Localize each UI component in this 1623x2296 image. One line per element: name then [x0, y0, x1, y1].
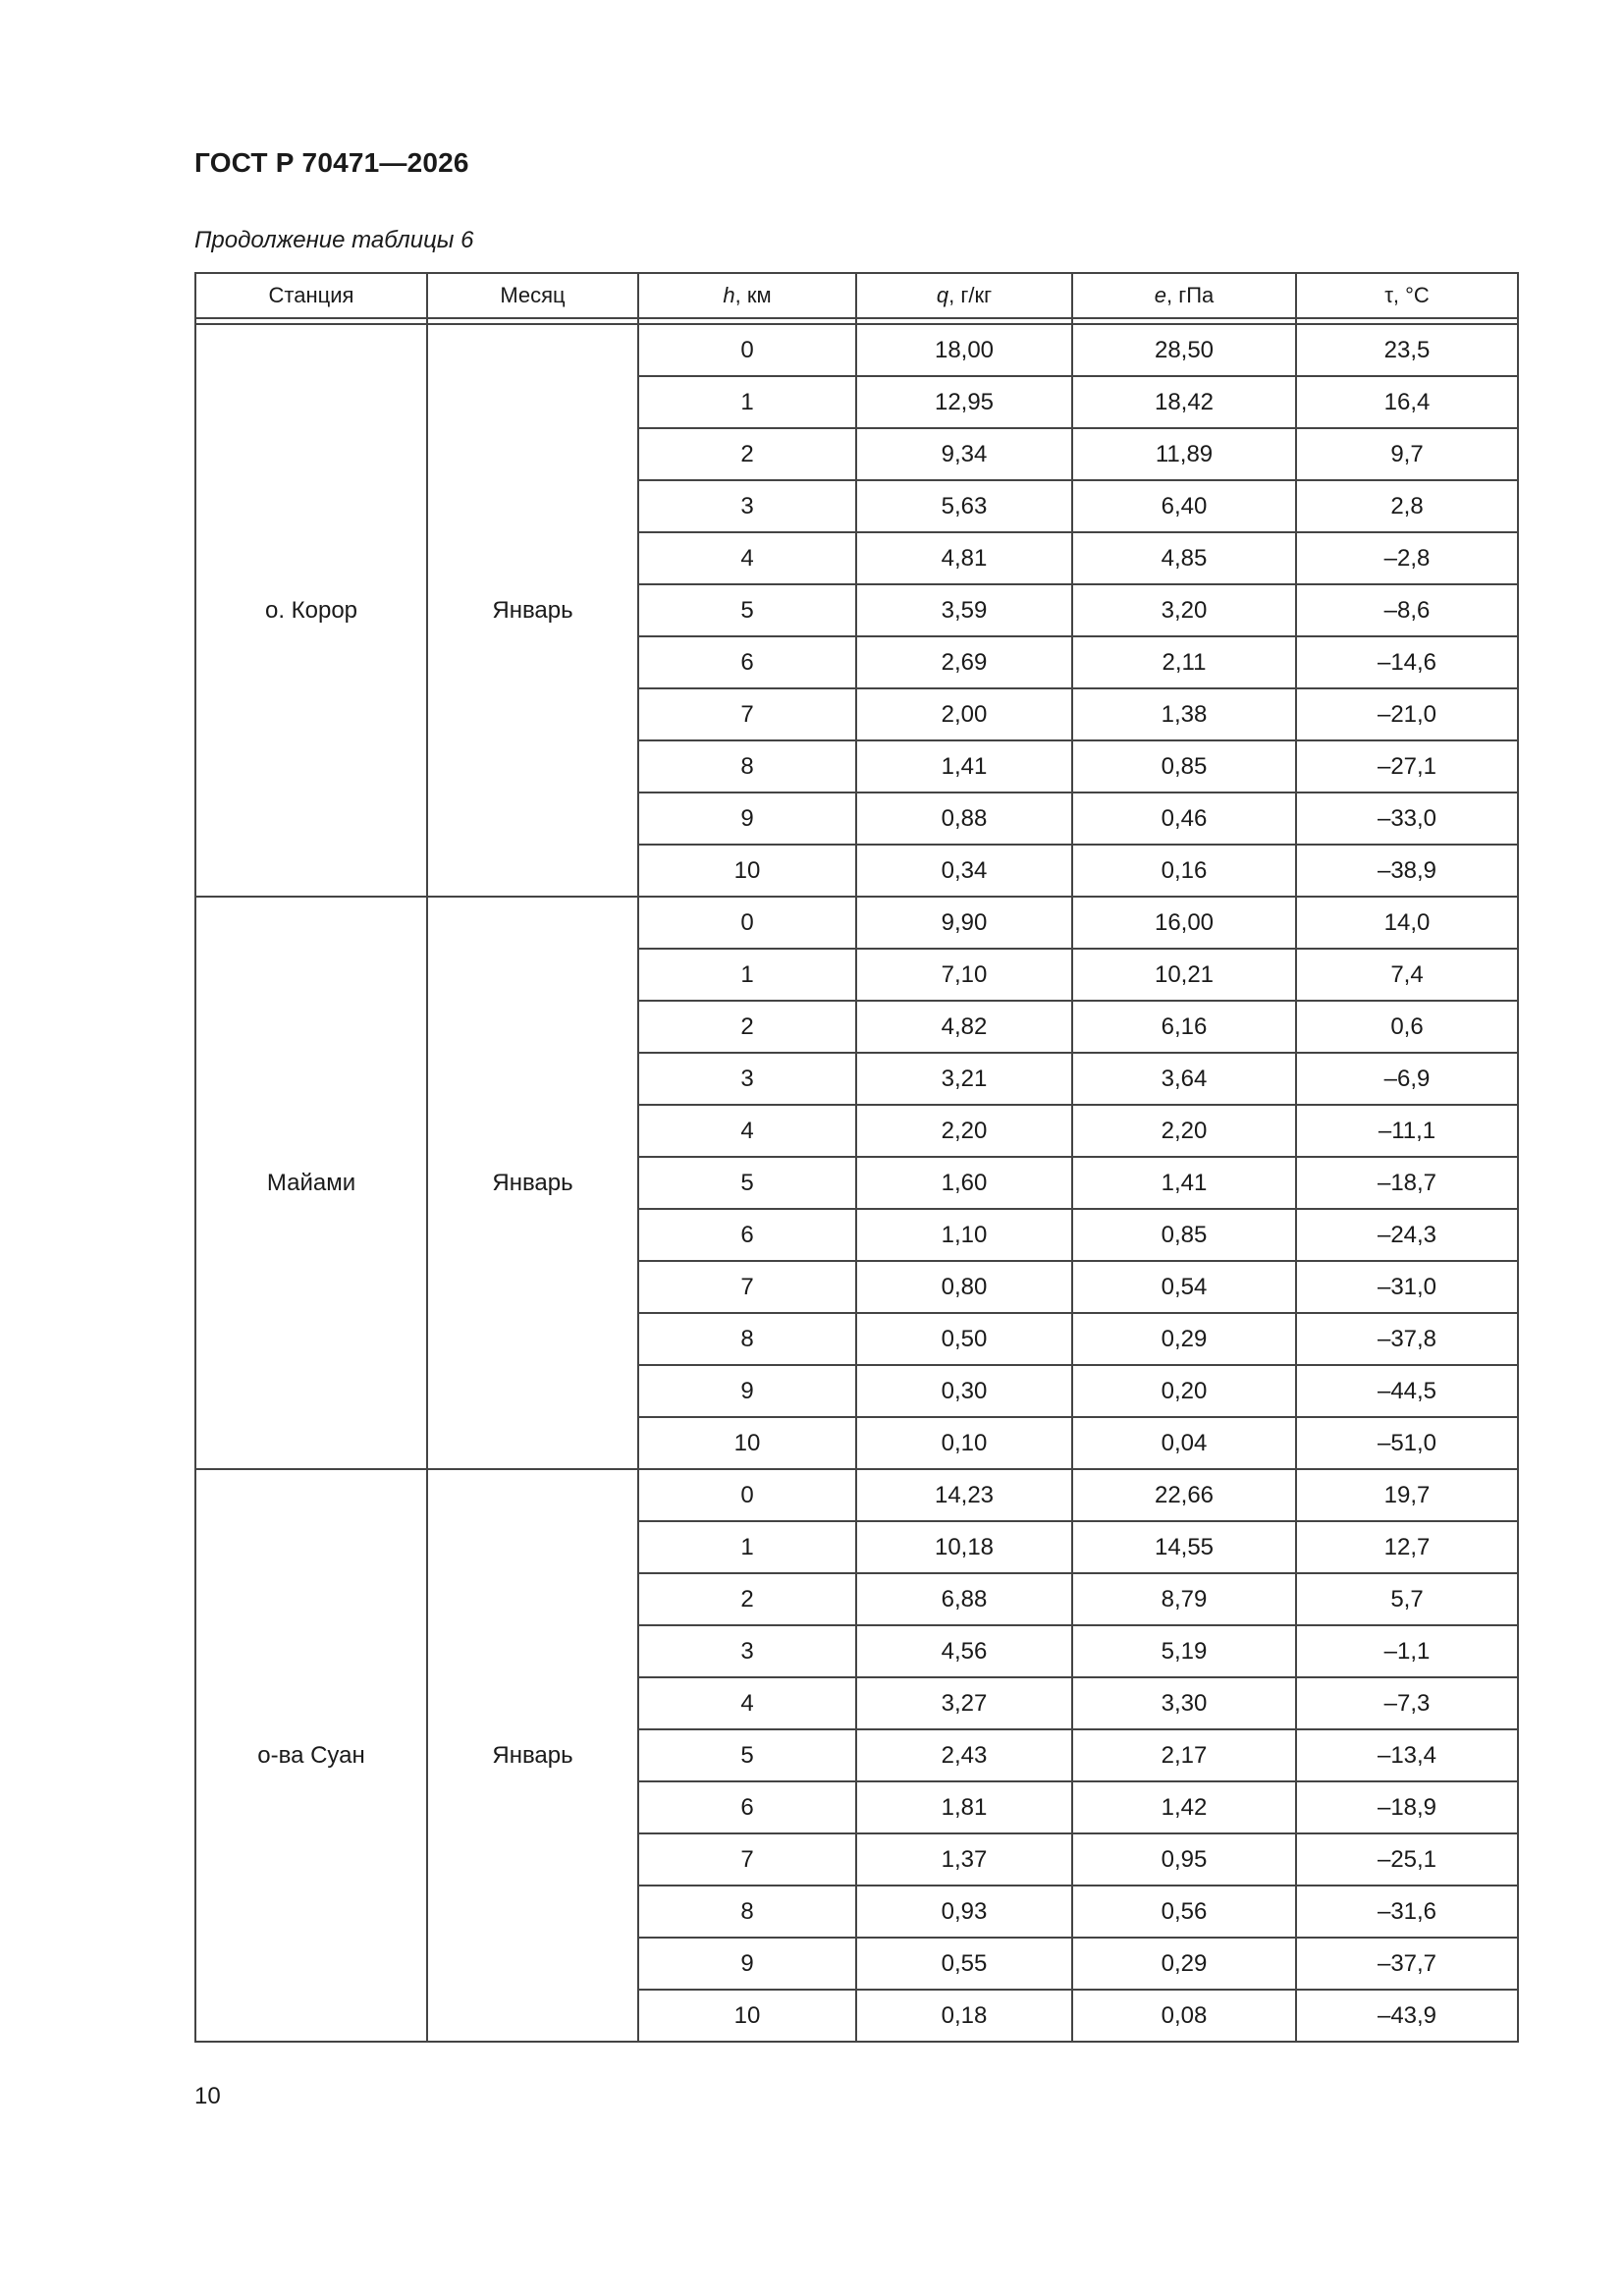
cell-vapor-pressure: 28,50: [1072, 324, 1296, 376]
table-row: [195, 897, 1518, 949]
cell-height: 0: [638, 324, 856, 376]
cell-station: о-ва Суан: [195, 1469, 427, 2042]
cell-dewpoint: –33,0: [1296, 793, 1518, 845]
cell-height: 8: [638, 740, 856, 793]
cell-month: Январь: [427, 1469, 638, 2042]
cell-vapor-pressure: 0,95: [1072, 1833, 1296, 1886]
cell-station: Майами: [195, 897, 427, 1469]
cell-specific-humidity: 1,60: [856, 1157, 1072, 1209]
cell-height: 2: [638, 1001, 856, 1053]
cell-vapor-pressure: 0,85: [1072, 740, 1296, 793]
cell-specific-humidity: 0,30: [856, 1365, 1072, 1417]
data-table: [194, 272, 1519, 2043]
cell-height: 5: [638, 1729, 856, 1781]
cell-specific-humidity: 1,81: [856, 1781, 1072, 1833]
cell-vapor-pressure: 11,89: [1072, 428, 1296, 480]
cell-dewpoint: –24,3: [1296, 1209, 1518, 1261]
cell-vapor-pressure: 1,41: [1072, 1157, 1296, 1209]
cell-vapor-pressure: 0,29: [1072, 1938, 1296, 1990]
cell-station: о. Корор: [195, 324, 427, 897]
table-body: [195, 324, 1518, 2042]
cell-vapor-pressure: 6,16: [1072, 1001, 1296, 1053]
cell-dewpoint: –1,1: [1296, 1625, 1518, 1677]
column-header-specific-humidity: [856, 273, 1072, 318]
cell-vapor-pressure: 0,56: [1072, 1886, 1296, 1938]
cell-dewpoint: –7,3: [1296, 1677, 1518, 1729]
cell-specific-humidity: 18,00: [856, 324, 1072, 376]
cell-dewpoint: –31,0: [1296, 1261, 1518, 1313]
cell-specific-humidity: 5,63: [856, 480, 1072, 532]
cell-dewpoint: 23,5: [1296, 324, 1518, 376]
cell-vapor-pressure: 0,54: [1072, 1261, 1296, 1313]
table-row: [195, 324, 1518, 376]
cell-specific-humidity: 2,20: [856, 1105, 1072, 1157]
cell-vapor-pressure: 14,55: [1072, 1521, 1296, 1573]
cell-vapor-pressure: 1,38: [1072, 688, 1296, 740]
cell-height: 7: [638, 1833, 856, 1886]
cell-dewpoint: –37,7: [1296, 1938, 1518, 1990]
column-header-station: Станция: [195, 273, 427, 318]
page-number: 10: [194, 2083, 221, 2109]
cell-specific-humidity: 0,55: [856, 1938, 1072, 1990]
table-header: [195, 273, 1518, 324]
cell-dewpoint: –37,8: [1296, 1313, 1518, 1365]
cell-dewpoint: –27,1: [1296, 740, 1518, 793]
cell-vapor-pressure: 0,46: [1072, 793, 1296, 845]
cell-height: 3: [638, 1625, 856, 1677]
column-header-specific-humidity-var: q: [936, 283, 949, 307]
cell-height: 10: [638, 1990, 856, 2042]
column-header-specific-humidity-unit: , г/кг: [948, 283, 993, 307]
cell-dewpoint: 16,4: [1296, 376, 1518, 428]
cell-month: Январь: [427, 897, 638, 1469]
cell-specific-humidity: 0,18: [856, 1990, 1072, 2042]
cell-dewpoint: –8,6: [1296, 584, 1518, 636]
cell-specific-humidity: 3,59: [856, 584, 1072, 636]
cell-height: 2: [638, 1573, 856, 1625]
cell-specific-humidity: 9,90: [856, 897, 1072, 949]
cell-height: 10: [638, 845, 856, 897]
cell-height: 8: [638, 1313, 856, 1365]
cell-height: 6: [638, 636, 856, 688]
cell-dewpoint: –18,7: [1296, 1157, 1518, 1209]
cell-dewpoint: 12,7: [1296, 1521, 1518, 1573]
cell-height: 5: [638, 1157, 856, 1209]
cell-vapor-pressure: 16,00: [1072, 897, 1296, 949]
cell-height: 3: [638, 480, 856, 532]
cell-specific-humidity: 6,88: [856, 1573, 1072, 1625]
cell-height: 9: [638, 793, 856, 845]
table-row: [195, 1469, 1518, 1521]
cell-specific-humidity: 2,43: [856, 1729, 1072, 1781]
cell-specific-humidity: 10,18: [856, 1521, 1072, 1573]
cell-specific-humidity: 4,56: [856, 1625, 1072, 1677]
cell-vapor-pressure: 18,42: [1072, 376, 1296, 428]
cell-dewpoint: 19,7: [1296, 1469, 1518, 1521]
cell-vapor-pressure: 22,66: [1072, 1469, 1296, 1521]
cell-vapor-pressure: 3,20: [1072, 584, 1296, 636]
cell-height: 7: [638, 688, 856, 740]
cell-vapor-pressure: 8,79: [1072, 1573, 1296, 1625]
cell-specific-humidity: 7,10: [856, 949, 1072, 1001]
cell-dewpoint: –44,5: [1296, 1365, 1518, 1417]
column-header-dewpoint-unit: , °C: [1392, 283, 1430, 307]
cell-height: 6: [638, 1781, 856, 1833]
cell-dewpoint: –25,1: [1296, 1833, 1518, 1886]
cell-height: 0: [638, 1469, 856, 1521]
cell-dewpoint: –21,0: [1296, 688, 1518, 740]
cell-specific-humidity: 0,80: [856, 1261, 1072, 1313]
column-header-height-unit: , км: [734, 283, 772, 307]
cell-vapor-pressure: 0,08: [1072, 1990, 1296, 2042]
column-header-month: Месяц: [427, 273, 638, 318]
cell-dewpoint: –43,9: [1296, 1990, 1518, 2042]
cell-height: 2: [638, 428, 856, 480]
cell-height: 4: [638, 1677, 856, 1729]
cell-vapor-pressure: 3,64: [1072, 1053, 1296, 1105]
cell-height: 1: [638, 949, 856, 1001]
cell-dewpoint: 0,6: [1296, 1001, 1518, 1053]
cell-vapor-pressure: 0,29: [1072, 1313, 1296, 1365]
cell-vapor-pressure: 1,42: [1072, 1781, 1296, 1833]
cell-dewpoint: –31,6: [1296, 1886, 1518, 1938]
cell-specific-humidity: 0,10: [856, 1417, 1072, 1469]
cell-specific-humidity: 9,34: [856, 428, 1072, 480]
cell-height: 9: [638, 1365, 856, 1417]
cell-height: 7: [638, 1261, 856, 1313]
cell-vapor-pressure: 5,19: [1072, 1625, 1296, 1677]
cell-specific-humidity: 3,21: [856, 1053, 1072, 1105]
cell-dewpoint: –38,9: [1296, 845, 1518, 897]
cell-height: 5: [638, 584, 856, 636]
cell-height: 9: [638, 1938, 856, 1990]
cell-specific-humidity: 1,41: [856, 740, 1072, 793]
cell-height: 8: [638, 1886, 856, 1938]
cell-vapor-pressure: 10,21: [1072, 949, 1296, 1001]
cell-vapor-pressure: 2,11: [1072, 636, 1296, 688]
cell-height: 1: [638, 376, 856, 428]
cell-height: 4: [638, 532, 856, 584]
cell-vapor-pressure: 6,40: [1072, 480, 1296, 532]
cell-specific-humidity: 0,93: [856, 1886, 1072, 1938]
cell-vapor-pressure: 0,04: [1072, 1417, 1296, 1469]
cell-dewpoint: –14,6: [1296, 636, 1518, 688]
cell-vapor-pressure: 2,20: [1072, 1105, 1296, 1157]
column-header-dewpoint-var: τ: [1384, 283, 1393, 307]
cell-height: 0: [638, 897, 856, 949]
cell-vapor-pressure: 2,17: [1072, 1729, 1296, 1781]
cell-specific-humidity: 3,27: [856, 1677, 1072, 1729]
column-header-vapor-pressure-var: e: [1154, 283, 1166, 307]
cell-dewpoint: 2,8: [1296, 480, 1518, 532]
cell-specific-humidity: 4,82: [856, 1001, 1072, 1053]
cell-specific-humidity: 1,37: [856, 1833, 1072, 1886]
document-code: ГОСТ Р 70471—2026: [194, 147, 469, 178]
column-header-vapor-pressure-unit: , гПа: [1165, 283, 1215, 307]
cell-specific-humidity: 0,88: [856, 793, 1072, 845]
cell-vapor-pressure: 0,85: [1072, 1209, 1296, 1261]
cell-month: Январь: [427, 324, 638, 897]
cell-dewpoint: –51,0: [1296, 1417, 1518, 1469]
cell-specific-humidity: 12,95: [856, 376, 1072, 428]
cell-specific-humidity: 1,10: [856, 1209, 1072, 1261]
cell-dewpoint: 9,7: [1296, 428, 1518, 480]
cell-specific-humidity: 0,50: [856, 1313, 1072, 1365]
cell-specific-humidity: 14,23: [856, 1469, 1072, 1521]
cell-dewpoint: 14,0: [1296, 897, 1518, 949]
cell-height: 10: [638, 1417, 856, 1469]
column-header-height: [638, 273, 856, 318]
table-caption: Продолжение таблицы 6: [194, 227, 474, 253]
column-header-dewpoint: [1296, 273, 1518, 318]
cell-specific-humidity: 0,34: [856, 845, 1072, 897]
cell-height: 1: [638, 1521, 856, 1573]
cell-dewpoint: –11,1: [1296, 1105, 1518, 1157]
cell-dewpoint: –18,9: [1296, 1781, 1518, 1833]
cell-dewpoint: –2,8: [1296, 532, 1518, 584]
cell-vapor-pressure: 4,85: [1072, 532, 1296, 584]
cell-vapor-pressure: 3,30: [1072, 1677, 1296, 1729]
cell-dewpoint: –13,4: [1296, 1729, 1518, 1781]
cell-height: 6: [638, 1209, 856, 1261]
cell-height: 4: [638, 1105, 856, 1157]
column-header-vapor-pressure: [1072, 273, 1296, 318]
cell-specific-humidity: 4,81: [856, 532, 1072, 584]
cell-vapor-pressure: 0,20: [1072, 1365, 1296, 1417]
cell-specific-humidity: 2,69: [856, 636, 1072, 688]
cell-dewpoint: 7,4: [1296, 949, 1518, 1001]
column-header-height-var: h: [723, 283, 735, 307]
cell-height: 3: [638, 1053, 856, 1105]
cell-dewpoint: 5,7: [1296, 1573, 1518, 1625]
cell-dewpoint: –6,9: [1296, 1053, 1518, 1105]
cell-specific-humidity: 2,00: [856, 688, 1072, 740]
cell-vapor-pressure: 0,16: [1072, 845, 1296, 897]
